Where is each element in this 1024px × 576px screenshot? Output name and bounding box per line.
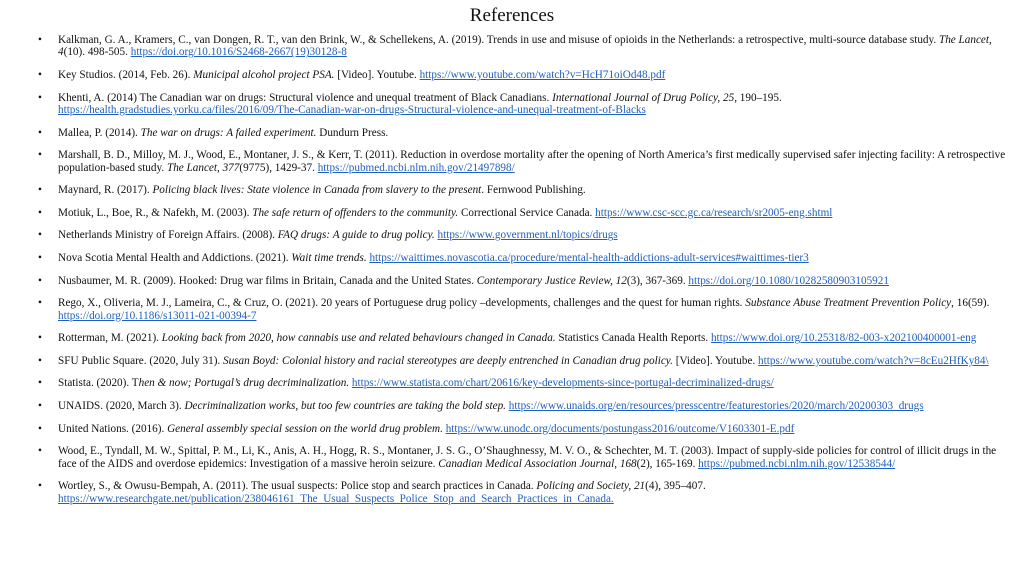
reference-source: Substance Abuse Treatment Prevention Policy [745, 297, 952, 310]
reference-details: (10). 498-505. [63, 46, 131, 59]
reference-text: Marshall, B. D., Milloy, M. J., Wood, E., Montaner, J. S., & Kerr, T. (2011). Reduction in overdose mortality after the opening of North America’s first medically supervised safer injecting facility: A retrospective population-based study. [58, 149, 1006, 174]
page-title: References [469, 5, 555, 26]
reference-link[interactable]: https://health.gradstudies.yorku.ca/files/2016/09/The-Canadian-war-on-drugs-Structural-violence-and-unequal-treatment-of-Blacks [58, 104, 646, 116]
reference-link[interactable]: https://pubmed.ncbi.nlm.nih.gov/21497898/ [317, 161, 515, 174]
reference-source: International Journal of Drug Policy, 25 [552, 91, 735, 104]
reference-item [38, 377, 1014, 389]
reference-source: Wait time trends. [291, 251, 367, 264]
reference-text: SFU Public Square. (2020, July 31). [58, 354, 224, 367]
reference-text: Wortley, S., & Owusu-Bempah, A. (2011). The usual suspects: Police stop and search practices in Canada. [58, 480, 537, 493]
reference-text: Rego, X., Oliveria, M. J., Lameira, C., & Cruz, O. (2021). 20 years of Portuguese drug policy –developments, challenges and the quest for human rights. [58, 297, 746, 310]
reference-source: The war on drugs: A failed experiment. [140, 126, 317, 139]
reference-link[interactable]: https://www.unodc.org/documents/postungass2016/outcome/V1603301-E.pdf [445, 422, 795, 435]
reference-text: Key Studios. (2014, Feb. 26). [58, 69, 194, 81]
reference-link[interactable]: https://doi.org/10.1080/10282580903105921 [688, 274, 889, 287]
reference-item [38, 275, 1014, 287]
reference-link[interactable]: https://www.csc-scc.gc.ca/research/sr2005-eng.shtml [595, 206, 833, 219]
reference-item [38, 69, 1014, 81]
reference-source: Policing black lives: State violence in Canada from slavery to the present [152, 184, 482, 197]
reference-text: United Nations. (2016). [58, 422, 168, 435]
reference-details: , 16(59). [951, 297, 990, 310]
reference-source: The safe return of offenders to the community. [252, 206, 459, 219]
reference-link[interactable]: https://www.statista.com/chart/20616/key-developments-since-portugal-decriminalized-drugs/ [351, 377, 774, 390]
reference-item [38, 423, 1014, 435]
reference-source: Canadian Medical Association Journal, 168 [438, 457, 637, 470]
reference-text: Rotterman, M. (2021). [58, 332, 162, 345]
reference-item [38, 480, 1014, 505]
reference-text: Wood, E., Tyndall, M. W., Spittal, P. M., Li, K., Anis, A. H., Hogg, R. S., Montaner, J. S. G., O’Shaughnessy, M. V. O., & Schechter, M. T. (2003). Impact of supply-side policies for control of illicit drugs in the face of the AIDS and overdose epidemics: Investigation of a massive heroin seizure. [58, 445, 997, 470]
reference-details: Statistics Canada Health Reports. [555, 332, 711, 345]
reference-text: Statista. (2020). T [58, 377, 139, 390]
reference-details: [Video]. Youtube. [334, 69, 420, 81]
reference-item [38, 252, 1014, 264]
reference-link[interactable]: https://www.youtube.com/watch?v=HcH71oiOd48.pdf [419, 69, 666, 81]
reference-link[interactable]: https://doi.org/10.1186/s13011-021-00394-7 [58, 309, 257, 322]
reference-details: (4), 395–407. [645, 480, 706, 493]
reference-source: Susan Boyd: Colonial history and racial stereotypes are deeply entrenched in Canadian drug policy. [223, 354, 673, 367]
reference-details: . Fernwood Publishing. [481, 184, 586, 197]
reference-source: Policing and Society, 21 [536, 480, 646, 493]
reference-text: Mallea, P. (2014). [58, 126, 141, 139]
reference-details: Dundurn Press. [316, 126, 389, 139]
reference-link[interactable]: https://waittimes.novascotia.ca/procedure/mental-health-addictions-adult-services#waittimes-tier3 [369, 251, 809, 264]
reference-link[interactable]: https://pubmed.ncbi.nlm.nih.gov/12538544/ [698, 457, 896, 470]
reference-item [38, 229, 1014, 241]
reference-text: Netherlands Ministry of Foreign Affairs. (2008). [58, 229, 278, 242]
reference-source: General assembly special session on the world drug problem. [167, 422, 443, 435]
reference-details: Correctional Service Canada. [458, 206, 596, 219]
reference-item [38, 184, 1014, 196]
reference-item [38, 445, 1014, 470]
reference-link[interactable]: https://www.unaids.org/en/resources/presscentre/featurestories/2020/march/20200303_drugs [508, 399, 924, 412]
reference-item [38, 207, 1014, 219]
reference-source: Decriminalization works, but too few countries are taking the bold step. [184, 399, 506, 412]
reference-text: Kalkman, G. A., Kramers, C., van Dongen, R. T., van den Brink, W., & Schellekens, A. (2019). Trends in use and misuse of opioids in the Netherlands: a retrospective, multi-source database study. [58, 34, 939, 46]
reference-item [38, 297, 1014, 322]
reference-source: Municipal alcohol project PSA. [193, 69, 335, 81]
reference-link[interactable]: https://www.researchgate.net/publication/238046161_The_Usual_Suspects_Police_Stop_and_Search_Practices_in_Canada. [58, 492, 614, 505]
reference-text: Maynard, R. (2017). [58, 184, 153, 197]
reference-item [38, 400, 1014, 412]
reference-link[interactable]: https://www.government.nl/topics/drugs [437, 229, 618, 242]
reference-item [38, 149, 1014, 174]
reference-text: Nusbaumer, M. R. (2009). Hooked: Drug war films in Britain, Canada and the United States. [58, 274, 477, 287]
reference-item [38, 332, 1014, 344]
reference-details: (9775), 1429-37. [239, 161, 318, 174]
reference-details: (3), 367-369. [626, 274, 689, 287]
reference-details: , 190–195. [734, 91, 782, 104]
reference-text: Motiuk, L., Boe, R., & Nafekh, M. (2003). [58, 206, 253, 219]
reference-text: Khenti, A. (2014) The Canadian war on drugs: Structural violence and unequal treatment of Black Canadians. [58, 91, 553, 104]
reference-source: Looking back from 2020, how cannabis use and related behaviours changed in Canada. [161, 332, 556, 345]
reference-list [38, 34, 1014, 505]
reference-item [38, 34, 1014, 59]
reference-item [38, 92, 1014, 117]
reference-source: The Lancet, 4 [58, 34, 992, 59]
reference-link[interactable]: https://doi.org/10.1016/S2468-2667(19)30128-8 [130, 46, 347, 59]
reference-link[interactable]: https://www.youtube.com/watch?v=8cEu2HfKy84\ [758, 354, 989, 367]
reference-text: Nova Scotia Mental Health and Addictions. (2021). [58, 251, 292, 264]
reference-item [38, 127, 1014, 139]
reference-link[interactable]: https://www.doi.org/10.25318/82-003-x202100400001-eng [710, 332, 977, 345]
reference-source: Contemporary Justice Review, 12 [476, 274, 627, 287]
reference-details: [Video]. Youtube. [672, 354, 759, 367]
reference-item [38, 355, 1014, 367]
reference-details: (2), 165-169. [636, 457, 699, 470]
reference-source: The Lancet, 377 [166, 161, 240, 174]
reference-source: FAQ drugs: A guide to drug policy. [277, 229, 435, 242]
reference-source: hen & now; Portugal’s drug decriminalization. [138, 377, 350, 390]
reference-text: UNAIDS. (2020, March 3). [58, 399, 185, 412]
